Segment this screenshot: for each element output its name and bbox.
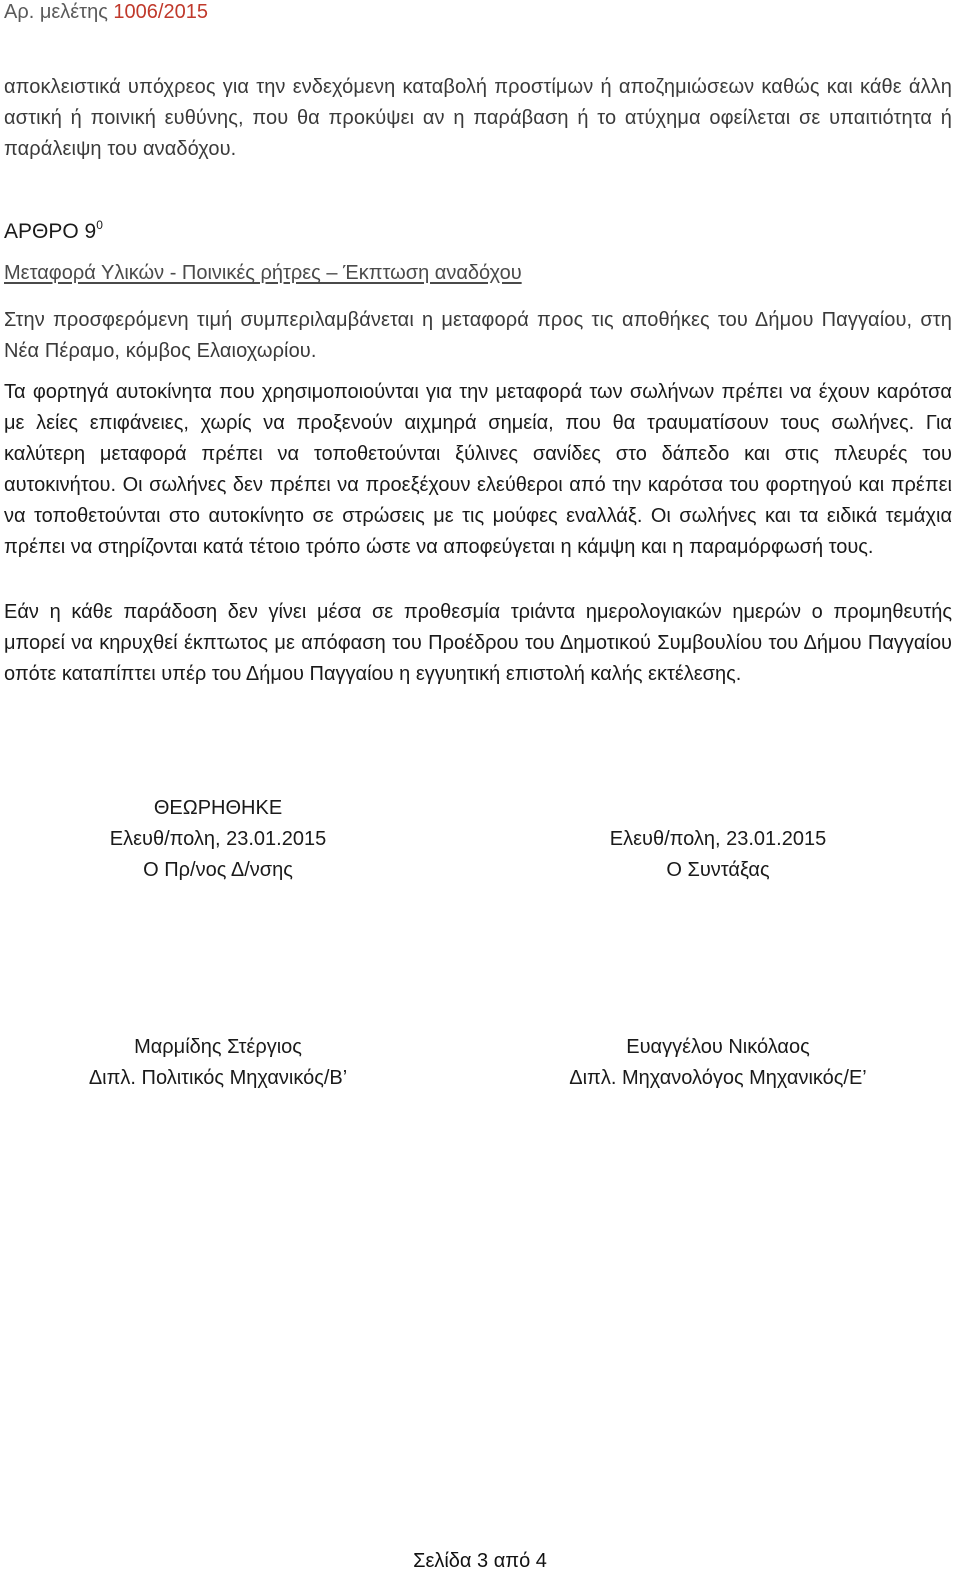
right-place-date: Ελευθ/πολη, 23.01.2015	[609, 828, 827, 850]
seen-label: ΘΕΩΡΗΘΗΚΕ	[153, 797, 283, 819]
signature-left	[48, 793, 388, 886]
right-signer-name: Ευαγγέλου Νικόλαος	[626, 1036, 810, 1058]
signature-right	[548, 824, 888, 886]
paragraph-transport-price: Στην προσφερόμενη τιμή συμπεριλαμβάνεται η μεταφορά προς τις αποθήκες του Δήμου Παγγαίου, στη Νέα Πέραμο, κόμβος Ελαιοχωρίου.	[4, 309, 952, 362]
left-signer-name: Μαρμίδης Στέργιος	[134, 1036, 302, 1058]
paragraph-penalty-clause: Εάν η κάθε παράδοση δεν γίνει μέσα σε προθεσμία τριάντα ημερολογιακών ημερών ο προμηθευτής μπορεί να κηρυχθεί έκπτωτος με απόφαση του Προέδρου του Δημοτικού Συμβουλίου του Δήμου Παγγαίου οπότε καταπίπτει υπέρ του Δήμου Παγγαίου η εγγυητική επιστολή καλής εκτέλεσης.	[4, 601, 952, 685]
article-subtitle: Μεταφορά Υλικών - Ποινικές ρήτρες – Έκπτωση αναδόχου	[4, 262, 522, 284]
signer-left	[48, 1032, 388, 1094]
page-footer: Σελίδα 3 από 4	[413, 1550, 547, 1572]
paragraph-top: αποκλειστικά υπόχρεος για την ενδεχόμενη καταβολή προστίμων ή αποζημιώσεων καθώς και κάθε άλλη αστική ή ποινική ευθύνης, που θα προκύψει αν η παράβαση ή το ατύχημα οφείλεται σε υπαιτιότητα ή παράλειψη του αναδόχου.	[4, 76, 952, 160]
left-place-date: Ελευθ/πολη, 23.01.2015	[109, 828, 327, 850]
left-signer-title: Διπλ. Πολιτικός Μηχανικός/Β’	[88, 1067, 348, 1089]
right-signer-title: Διπλ. Μηχανολόγος Μηχανικός/Ε’	[569, 1067, 867, 1089]
article-title-superscript: 0	[96, 218, 103, 232]
article-title-text: ΑΡΘΡΟ 9	[4, 220, 97, 243]
study-number-header	[4, 0, 208, 24]
article-title	[4, 220, 103, 244]
left-role: Ο Πρ/νος Δ/νσης	[143, 859, 293, 881]
study-number-value: 1006/2015	[113, 1, 208, 23]
right-role: Ο Συντάξας	[666, 859, 770, 881]
paragraph-truck-requirements: Τα φορτηγά αυτοκίνητα που χρησιμοποιούνται για την μεταφορά των σωλήνων πρέπει να έχουν καρότσα με λείες επιφάνειες, χωρίς να προξενούν αιχμηρά σημεία, που θα τραυματίσουν τους σωλήνες. Για καλύτερη μεταφορά πρέπει να τοποθετούνται ξύλινες σανίδες στο δάπεδο και στις πλευρές του αυτοκινήτου. Οι σωλήνες δεν πρέπει να προεξέχουν ελεύθεροι από την καρότσα του φορτηγού και πρέπει να τοποθετούνται στο αυτοκίνητο σε στρώσεις με τις μούφες εναλλάξ. Οι σωλήνες και τα ειδικά τεμάχια πρέπει να στηρίζονται κατά τέτοιο τρόπο ώστε να αποφεύγεται η κάμψη και η παραμόρφωσή τους.	[4, 381, 952, 558]
study-number-prefix: Αρ. μελέτης	[4, 1, 114, 23]
signer-right	[548, 1032, 888, 1094]
